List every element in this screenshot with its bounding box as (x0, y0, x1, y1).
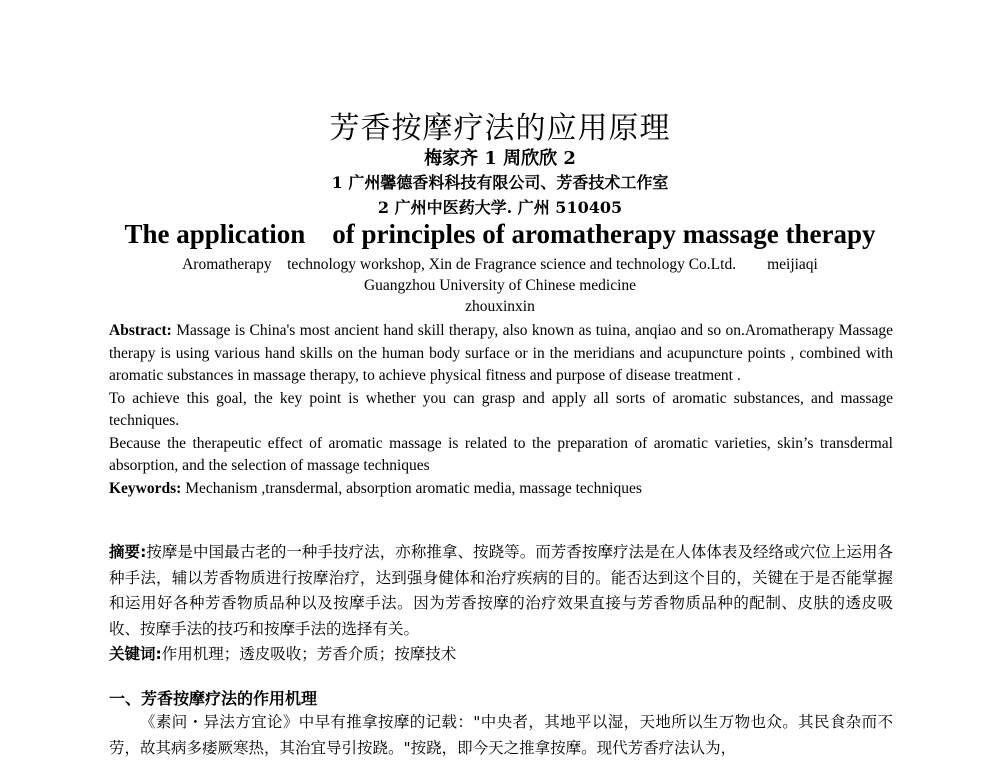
affiliation-cn-2: 2 广州中医药大学. 广州 510405 (377, 198, 623, 217)
abstract-cn-label: 摘要: (109, 543, 147, 561)
abstract-cn (109, 540, 893, 668)
authors-cn: 梅家齐 1 周欣欣 2 (424, 148, 576, 169)
affiliation-cn-1: 1 广州馨德香料科技有限公司、芳香技术工作室 (331, 173, 669, 192)
keywords-cn (109, 642, 893, 668)
keywords-en-text: Mechanism ,transdermal, absorption aromatic media, massage techniques (181, 479, 642, 497)
abstract-en-text-1: Massage is China's most ancient hand skill therapy, also known as tuina, anqiao and so on.Aromatherapy Massage therapy is using various hand skills on the human body surface or in the meridians and acupuncture points , combined with aromatic substances in massage therapy, to achieve physical fitness and purpose of disease treatment . (109, 322, 893, 384)
keywords-en-label: Keywords: (109, 479, 182, 497)
abstract-en-paragraph-3: Because the therapeutic effect of aromatic massage is related to the preparation of aromatic varieties, skin’s transdermal absorption, and the selection of massage techniques (109, 434, 893, 474)
paper-title-cn: 芳香按摩疗法的应用原理 (329, 111, 671, 146)
keywords-cn-label: 关键词: (109, 645, 162, 664)
keywords-cn-text: 作用机理；透皮吸收；芳香介质；按摩技术 (161, 645, 457, 664)
paper-title-en: The application of principles of aromatherapy massage therapy (124, 219, 876, 249)
abstract-cn-text: 按摩是中国最古老的一种手技疗法，亦称推拿、按跷等。而芳香按摩疗法是在人体体表及经络或穴位上运用各种手法，辅以芳香物质进行按摩治疗，达到强身健体和治疗疾病的目的。能否达到这个目的，关键在于是否能掌握和运用好各种芳香物质品种以及按摩手法。因为芳香按摩的治疗效果直接与芳香物质品种的配制、皮肤的透皮吸收、按摩手法的技巧和按摩手法的选择有关。 (109, 543, 893, 638)
affiliation-en-2: Guangzhou University of Chinese medicine (363, 277, 637, 294)
section-1-body (109, 710, 893, 761)
section-1-heading: 一、芳香按摩疗法的作用机理 (109, 689, 318, 708)
affiliation-en-1: Aromatherapy technology workshop, Xin de Fragrance science and technology Co.Ltd. meijiaqi (182, 256, 818, 273)
section-1-paragraph: 《素问・异法方宜论》中早有推拿按摩的记载："中央者，其地平以湿，天地所以生万物也众。其民食杂而不劳，故其病多痿厥寒热，其治宜导引按跷。"按跷，即今天之推拿按摩。现代芳香疗法认为， (109, 713, 893, 757)
abstract-en-paragraph-2: To achieve this goal, the key point is whether you can grasp and apply all sorts of aromatic substances, and massage techniques. (109, 389, 893, 429)
affiliation-en-3: zhouxinxin (465, 298, 535, 315)
abstract-en (109, 320, 893, 500)
abstract-en-paragraph-1 (109, 320, 893, 388)
keywords-en (109, 478, 893, 501)
abstract-cn-paragraph (109, 540, 893, 642)
abstract-en-label: Abstract: (109, 322, 172, 339)
